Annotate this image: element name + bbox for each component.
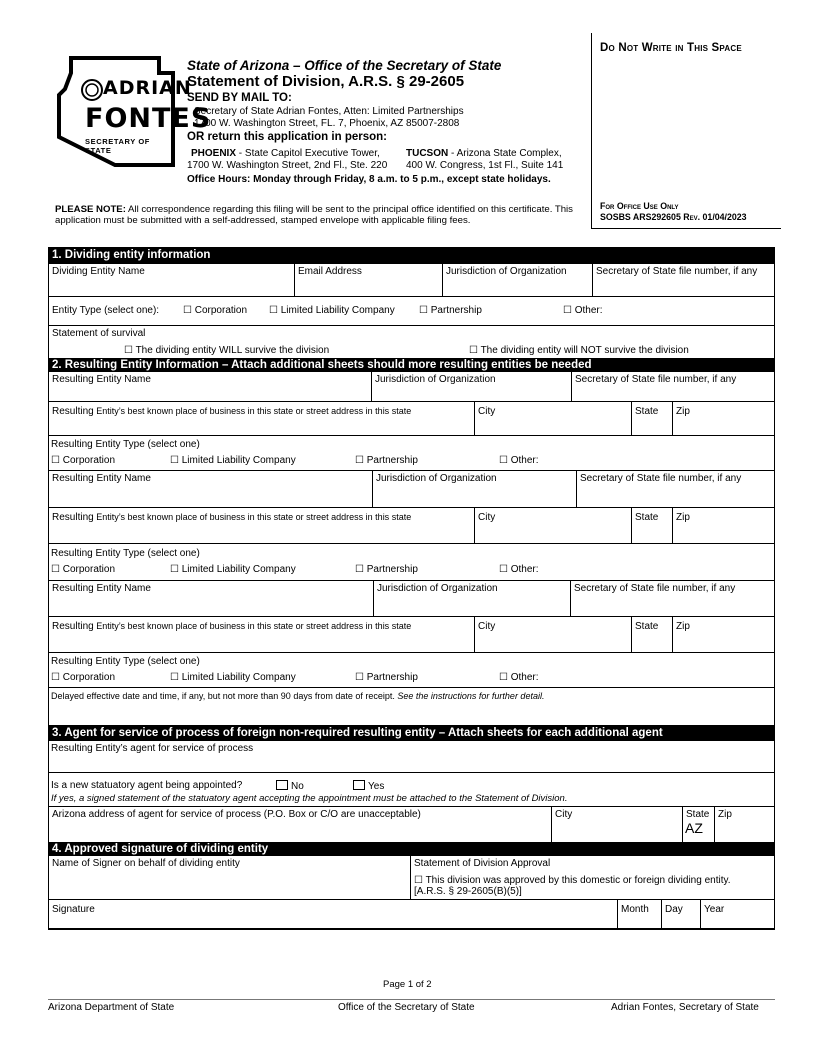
dividing-sos-file-field[interactable] (592, 264, 774, 296)
r2-llc-label: Limited Liability Company (181, 564, 296, 575)
section1-entity-type-row (49, 297, 774, 326)
tucson-label: TUCSON (406, 148, 449, 159)
email-label: Email Address (298, 266, 362, 277)
yes-label: Yes (368, 781, 385, 792)
resulting-type-label: Resulting Entity Type (select one) (51, 548, 200, 559)
header-title-form: Statement of Division, A.R.S. § 29-2605 (187, 73, 465, 90)
resulting-entity-2-name-field[interactable] (49, 471, 372, 507)
survive-will-label: The dividing entity WILL survive the division (135, 345, 330, 356)
page-number: Page 1 of 2 (383, 979, 432, 990)
agent-zip-field[interactable] (714, 807, 774, 842)
r1-corporation-option[interactable]: ☐ Corporation (51, 455, 116, 466)
new-agent-no-option[interactable] (276, 780, 304, 792)
office-use-box (591, 33, 781, 229)
footer-secretary: Adrian Fontes, Secretary of State (611, 1002, 759, 1013)
agent-address-field[interactable] (49, 807, 551, 842)
resulting-entity-3-zip-field[interactable] (672, 617, 774, 652)
signer-name-label: Name of Signer on behalf of dividing entity (52, 858, 240, 869)
resulting-entity-name-label: Resulting Entity Name (52, 473, 151, 484)
office-use-label (600, 201, 747, 223)
year-field[interactable] (700, 900, 774, 928)
agent-city-label: City (555, 809, 573, 820)
return-in-person-label: OR return this application in person: (187, 131, 387, 143)
resulting-entity-1-jurisdiction-field[interactable] (371, 372, 571, 401)
resulting-entity-2-zip-field[interactable] (672, 508, 774, 543)
resulting-jurisdiction-label: Jurisdiction of Organization (375, 374, 496, 385)
please-note-text: All correspondence regarding this filing will be sent to the principal office identified on this certificate. This application must be submitted with a self-addressed, stamped envelope with applicable filing fees. (55, 204, 573, 226)
resulting-entity-1-sos-field[interactable] (571, 372, 774, 401)
approval-option[interactable]: ☐ This division was approved by this domestic or foreign dividing entity. (414, 875, 731, 886)
r1-corporation-label: Corporation (62, 455, 116, 466)
resulting-entity-1-address-row (49, 402, 774, 436)
resulting-entity-3-name-field[interactable] (49, 581, 373, 616)
agent-state-label: State (686, 809, 710, 820)
city-label: City (478, 406, 496, 417)
r1-partnership-label: Partnership (366, 455, 418, 466)
day-field[interactable] (661, 900, 700, 928)
delayed-text: Delayed effective date and time, if any, but not more than 90 days from date of receipt. (51, 691, 398, 701)
resulting-sos-label: Secretary of State file number, if any (574, 583, 736, 594)
agent-address-label: Arizona address of agent for service of process (P.O. Box or C/O are unacceptable) (52, 809, 421, 820)
resulting-entity-1-name-field[interactable] (49, 372, 371, 401)
day-label: Day (665, 904, 683, 915)
r2-corporation-option[interactable]: ☐ Corporation (51, 564, 116, 575)
r2-other-option[interactable]: ☐ Other: (499, 564, 539, 575)
state-label: State (635, 621, 659, 632)
dividing-jurisdiction-label: Jurisdiction of Organization (446, 266, 567, 277)
city-label: City (478, 621, 496, 632)
resulting-entity-1-city-field[interactable] (474, 402, 631, 435)
zip-label: Zip (676, 621, 690, 632)
delayed-italic: See the instructions for further detail. (397, 691, 545, 701)
r2-llc-option[interactable]: ☐ Limited Liability Company (170, 564, 296, 575)
resulting-entity-3-name-row (49, 581, 774, 617)
r3-llc-label: Limited Liability Company (181, 672, 296, 683)
agent-name-field[interactable] (49, 741, 774, 773)
address-label: Entity’s best known place of business in this state or street address in this state (93, 512, 412, 522)
address-prefix: Resulting (52, 512, 94, 523)
dividing-jurisdiction-field[interactable] (442, 264, 592, 296)
no-label: No (291, 781, 304, 792)
resulting-entity-3-sos-field[interactable] (570, 581, 774, 616)
r1-llc-option[interactable]: ☐ Limited Liability Company (170, 455, 296, 466)
month-label: Month (621, 904, 649, 915)
address-prefix: Resulting (52, 621, 94, 632)
if-yes-note: If yes, a signed statement of the statuatory agent accepting the appointment must be attached to the Statement of Division. (51, 793, 568, 804)
new-agent-row (49, 773, 774, 807)
dividing-entity-name-field[interactable] (49, 264, 294, 296)
r1-other-label: Other: (510, 455, 539, 466)
type-llc-label: Limited Liability Company (280, 305, 395, 316)
entity-type-label: Entity Type (select one): (52, 305, 160, 316)
agent-name-label: Resulting Entity’s agent for service of process (51, 743, 254, 754)
dividing-entity-name-label: Dividing Entity Name (52, 266, 145, 277)
section1-header: 1. Dividing entity information (49, 247, 774, 264)
resulting-entity-2-type-row (49, 544, 774, 581)
type-corporation-option[interactable]: ☐ Corporation (183, 305, 248, 316)
delayed-effective-date-field[interactable] (49, 688, 774, 725)
signature-field[interactable] (49, 900, 617, 928)
resulting-type-label: Resulting Entity Type (select one) (51, 656, 200, 667)
agent-zip-label: Zip (718, 809, 732, 820)
r2-corporation-label: Corporation (62, 564, 116, 575)
type-other-label: Other: (574, 305, 603, 316)
section1-row-names (49, 264, 774, 297)
footer-divider (48, 999, 775, 1000)
approval-text: This division was approved by this domestic or foreign dividing entity. (425, 875, 731, 886)
resulting-entity-name-label: Resulting Entity Name (52, 583, 151, 594)
logo-line2: FONTES (85, 103, 212, 134)
type-partnership-label: Partnership (430, 305, 482, 316)
tucson-line2: 400 W. Congress, 1st Fl., Suite 141 (406, 159, 564, 171)
section2-header: 2. Resulting Entity Information – Attach additional sheets should more resulting entities be needed (49, 358, 774, 372)
office-use-only: For Office Use Only (600, 201, 679, 211)
type-other-option[interactable]: ☐ Other: (563, 305, 603, 316)
resulting-entity-3-address-field[interactable] (49, 617, 474, 652)
logo-line1: ADRIAN (103, 77, 192, 99)
approval-label: Statement of Division Approval (414, 858, 551, 869)
resulting-entity-3-type-row (49, 653, 774, 688)
resulting-entity-2-jurisdiction-field[interactable] (372, 471, 576, 507)
r3-corporation-option[interactable]: ☐ Corporation (51, 672, 116, 683)
survival-label: Statement of survival (52, 328, 146, 339)
delayed-effective-date-label (51, 691, 544, 701)
zip-label: Zip (676, 512, 690, 523)
survive-not-label: The dividing entity will NOT survive the division (480, 345, 689, 356)
tucson-line1: - Arizona State Complex, (448, 148, 562, 159)
agent-city-field[interactable] (551, 807, 682, 842)
resulting-entity-3-address-row (49, 617, 774, 653)
agent-state-value: AZ (685, 820, 703, 836)
resulting-sos-label: Secretary of State file number, if any (580, 473, 742, 484)
office-hours: Office Hours: Monday through Friday, 8 a.m. to 5 p.m., except state holidays. (187, 174, 551, 185)
type-corporation-label: Corporation (194, 305, 248, 316)
new-agent-yes-option[interactable] (353, 780, 384, 792)
footer-department: Arizona Department of State (48, 1002, 175, 1013)
r1-llc-label: Limited Liability Company (181, 455, 296, 466)
resulting-entity-2-sos-field[interactable] (576, 471, 774, 507)
type-llc-option[interactable]: ☐ Limited Liability Company (269, 305, 395, 316)
state-label: State (635, 512, 659, 523)
please-note (55, 204, 585, 226)
r3-other-option[interactable]: ☐ Other: (499, 672, 539, 683)
phoenix-label: PHOENIX (191, 148, 237, 159)
r2-partnership-label: Partnership (366, 564, 418, 575)
resulting-entity-1-zip-field[interactable] (672, 402, 774, 435)
logo-line3: SECRETARY OF STATE (85, 137, 150, 155)
resulting-entity-2-name-row (49, 471, 774, 508)
form-code: SOSBS ARS292605 Rev. 01/04/2023 (600, 212, 747, 222)
section4-header: 4. Approved signature of dividing entity (49, 842, 774, 856)
r1-other-option[interactable]: ☐ Other: (499, 455, 539, 466)
approval-statute: [A.R.S. § 29-2605(B)(5)] (414, 886, 522, 897)
resulting-entity-3-city-field[interactable] (474, 617, 631, 652)
new-agent-question: Is a new statuatory agent being appointed? (51, 780, 243, 791)
type-partnership-option[interactable]: ☐ Partnership (419, 305, 482, 316)
r3-other-label: Other: (510, 672, 539, 683)
phoenix-line1: - State Capitol Executive Tower, (236, 148, 380, 159)
resulting-entity-2-state-field[interactable] (631, 508, 672, 543)
r2-other-label: Other: (510, 564, 539, 575)
resulting-jurisdiction-label: Jurisdiction of Organization (377, 583, 498, 594)
address-label: Entity’s best known place of business in this state or street address in this state (93, 406, 412, 416)
mail-address (194, 106, 464, 129)
resulting-entity-1-type-row (49, 436, 774, 471)
send-by-mail-label: SEND BY MAIL TO: (187, 92, 292, 104)
agent-address-row (49, 807, 774, 842)
resulting-entity-3-jurisdiction-field[interactable] (373, 581, 570, 616)
tucson-address (406, 148, 563, 171)
month-field[interactable] (617, 900, 661, 928)
r3-llc-option[interactable]: ☐ Limited Liability Company (170, 672, 296, 683)
r3-corporation-label: Corporation (62, 672, 116, 683)
do-not-write-label: Do Not Write in This Space (600, 42, 742, 54)
mail-address-line2: 1700 W. Washington Street, FL. 7, Phoenix, AZ 85007-2808 (194, 117, 460, 129)
section1-survival-row (49, 326, 774, 358)
resulting-entity-2-city-field[interactable] (474, 508, 631, 543)
resulting-entity-1-address-field[interactable] (49, 402, 474, 435)
statement-of-division-form (48, 247, 775, 930)
city-label: City (478, 512, 496, 523)
mail-address-line1: Secretary of State Adrian Fontes, Atten: Limited Partnerships (194, 106, 464, 117)
address-label: Entity’s best known place of business in this state or street address in this state (93, 621, 412, 631)
email-field[interactable] (294, 264, 442, 296)
approval-cell (410, 856, 774, 899)
signer-row (49, 856, 774, 900)
resulting-entity-2-address-field[interactable] (49, 508, 474, 543)
section3-header: 3. Agent for service of process of foreign non-required resulting entity – Attach sheets for each additional agent (49, 725, 774, 741)
resulting-entity-3-state-field[interactable] (631, 617, 672, 652)
resulting-entity-1-state-field[interactable] (631, 402, 672, 435)
r3-partnership-label: Partnership (366, 672, 418, 683)
survive-not-option[interactable]: ☐ The dividing entity will NOT survive the division (469, 345, 689, 356)
phoenix-line2: 1700 W. Washington Street, 2nd Fl., Ste. 220 (187, 159, 388, 171)
yes-checkbox[interactable] (353, 780, 365, 790)
survive-will-option[interactable]: ☐ The dividing entity WILL survive the division (124, 345, 330, 356)
resulting-sos-label: Secretary of State file number, if any (575, 374, 737, 385)
phoenix-address (187, 148, 388, 171)
signer-name-field[interactable] (49, 856, 410, 899)
year-label: Year (704, 904, 725, 915)
signature-label: Signature (52, 904, 95, 915)
no-checkbox[interactable] (276, 780, 288, 790)
r1-partnership-option[interactable]: ☐ Partnership (355, 455, 418, 466)
secretary-of-state-logo (55, 55, 212, 173)
address-prefix: Resulting (52, 406, 94, 417)
resulting-entity-1-name-row (49, 372, 774, 402)
footer-office: Office of the Secretary of State (338, 1002, 475, 1013)
r3-partnership-option[interactable]: ☐ Partnership (355, 672, 418, 683)
state-label: State (635, 406, 659, 417)
please-note-label: PLEASE NOTE: (55, 204, 126, 215)
dividing-sos-file-label: Secretary of State file number, if any (596, 266, 758, 277)
resulting-entity-2-address-row (49, 508, 774, 544)
resulting-jurisdiction-label: Jurisdiction of Organization (376, 473, 497, 484)
r2-partnership-option[interactable]: ☐ Partnership (355, 564, 418, 575)
signature-row (49, 900, 774, 930)
resulting-entity-name-label: Resulting Entity Name (52, 374, 151, 385)
resulting-type-label: Resulting Entity Type (select one) (51, 439, 200, 450)
header-title-office: State of Arizona – Office of the Secretary of State (187, 58, 502, 73)
zip-label: Zip (676, 406, 690, 417)
